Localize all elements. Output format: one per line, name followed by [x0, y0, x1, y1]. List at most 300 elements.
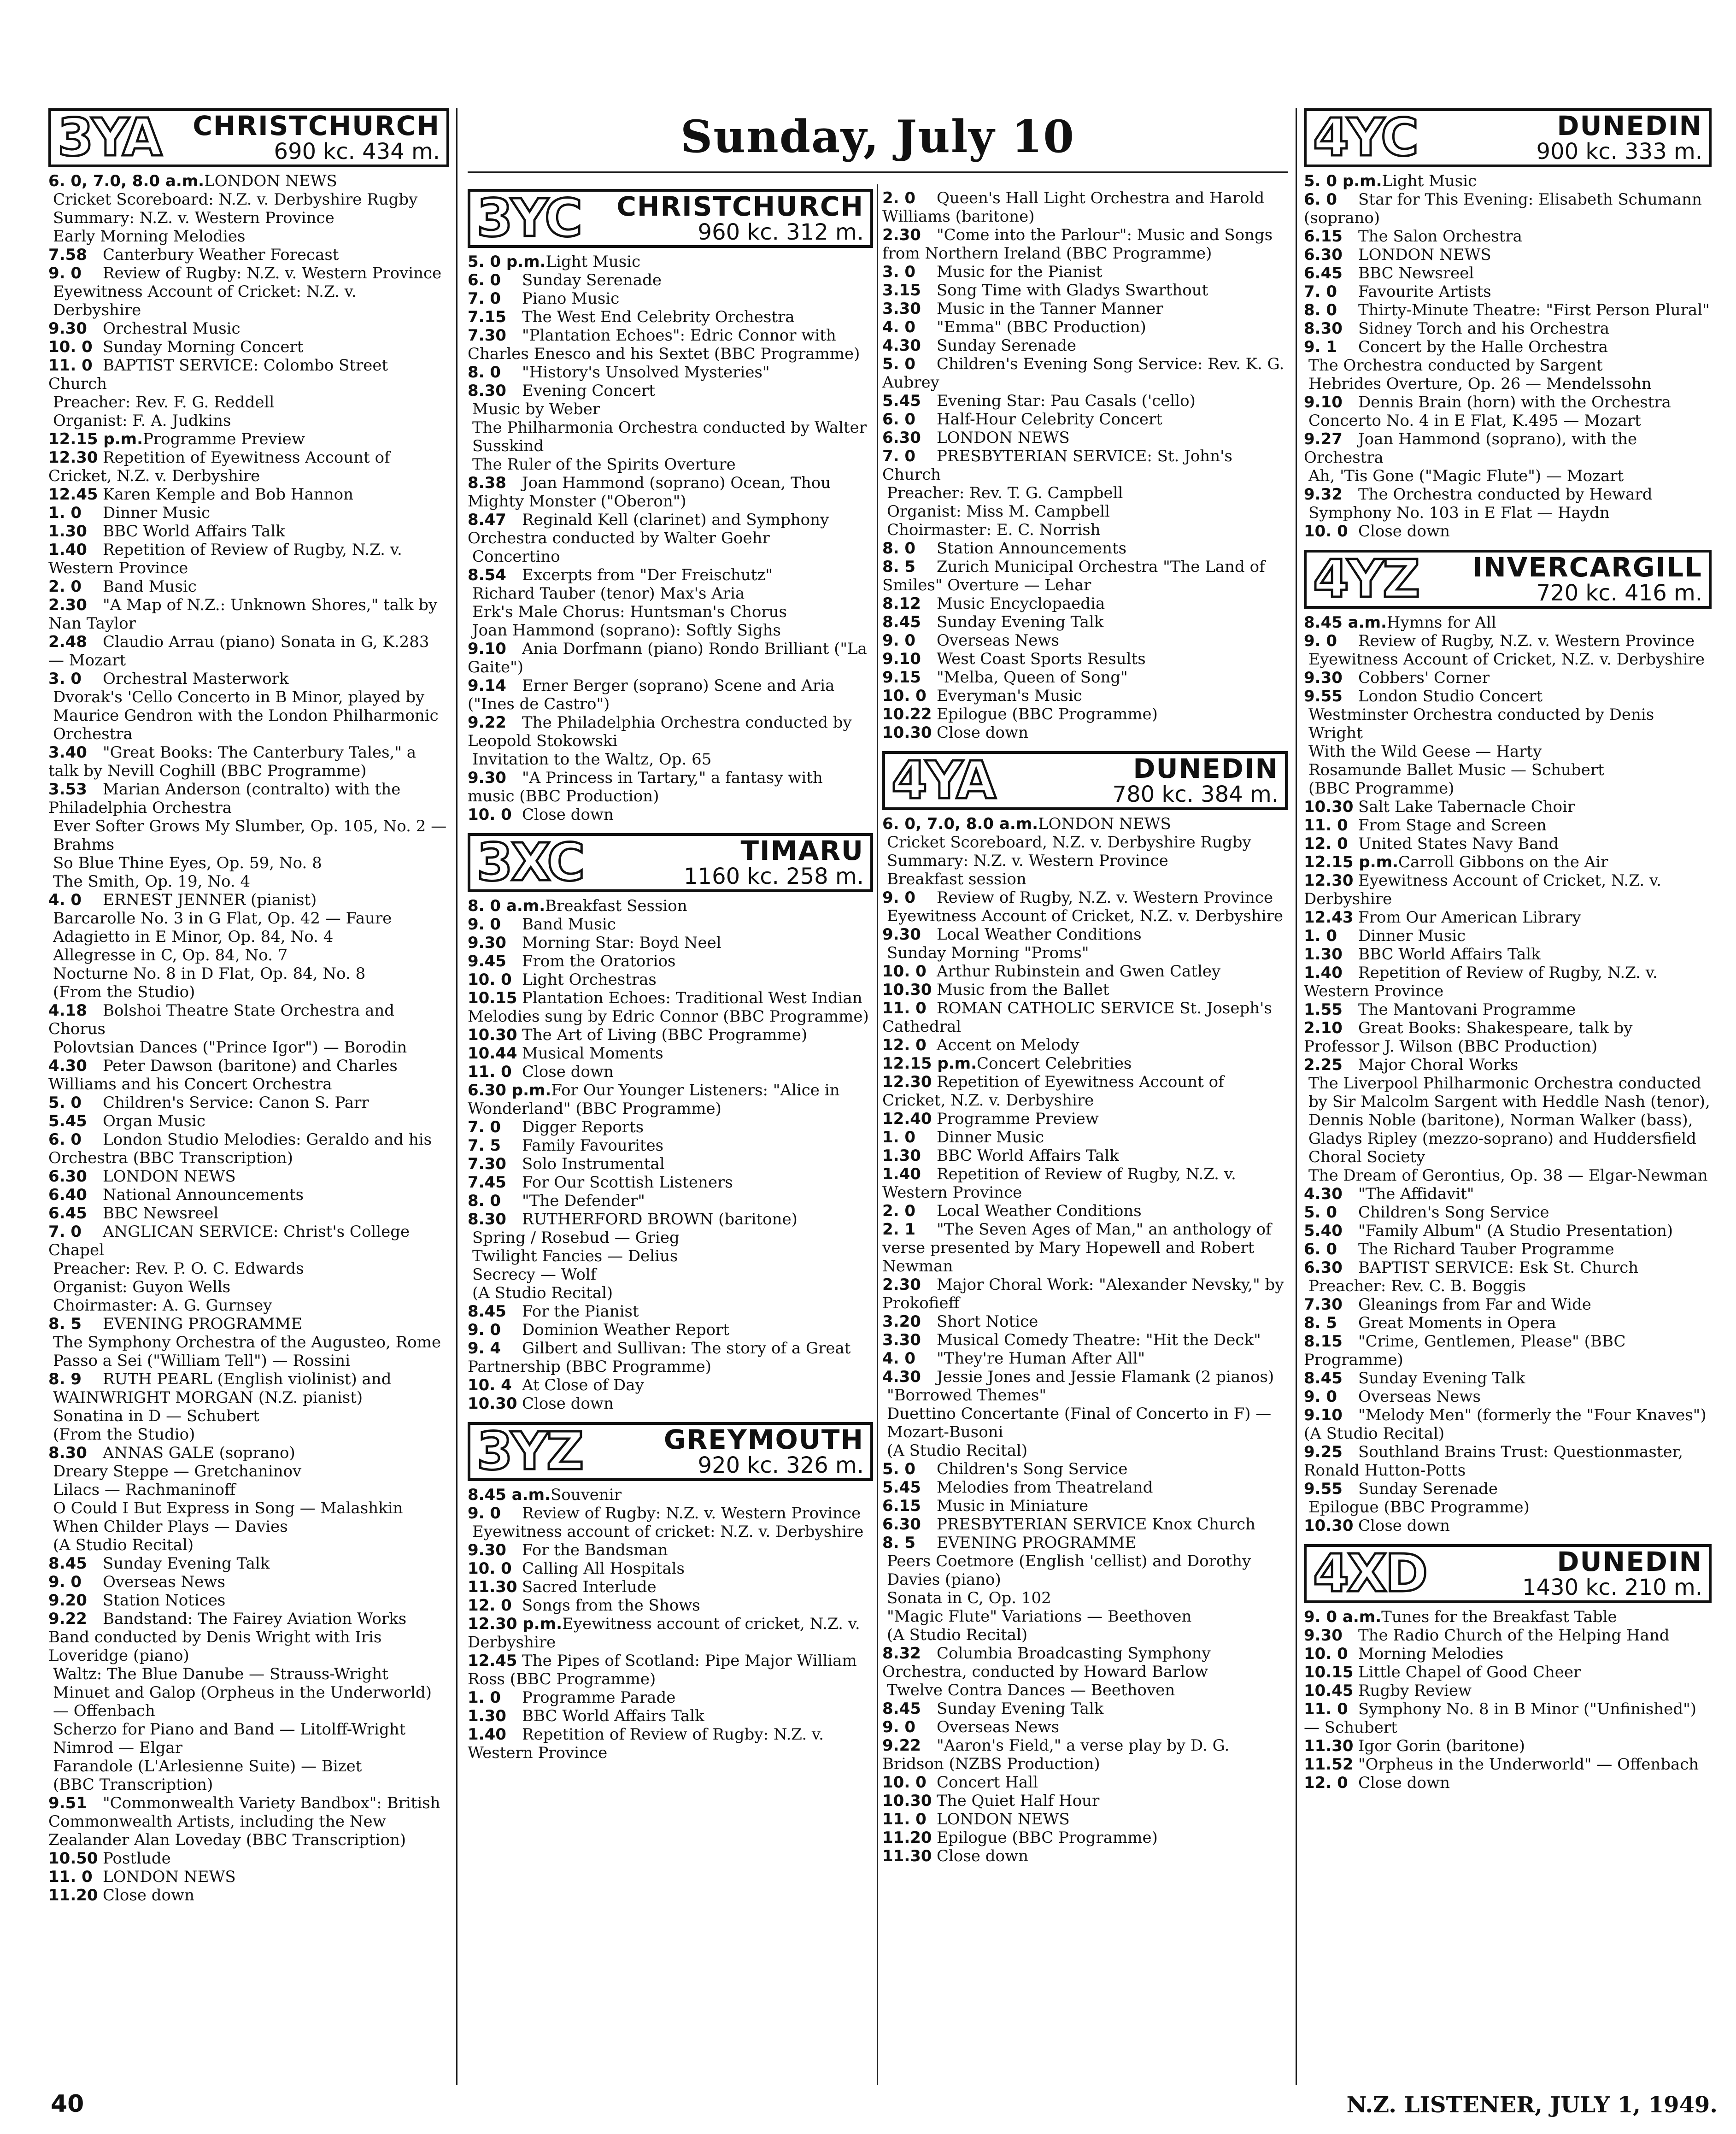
programme-item [1304, 853, 1712, 871]
programme-title: Organist: Guyon Wells [53, 1278, 231, 1296]
programme-time: 7.30 [1304, 1295, 1343, 1314]
programme-item [882, 1146, 1288, 1165]
programme-item [468, 1652, 873, 1688]
programme-item [1304, 1645, 1712, 1663]
programme-item [882, 429, 1288, 447]
programme-time: 11.30 [1304, 1737, 1354, 1755]
programme-title: "Orpheus in the Underworld" — Offenbach [1358, 1755, 1699, 1774]
programme-time: 4. 0 [48, 891, 82, 909]
programme-item [48, 577, 449, 596]
programme-time: 6.30 [48, 1167, 87, 1186]
programme-item [468, 1725, 873, 1762]
programme-title: (BBC Transcription) [53, 1775, 213, 1794]
programme-item [48, 1352, 449, 1370]
programme-title: Children's Evening Song Service: Rev. K. G. Aubrey [882, 355, 1284, 392]
programme-title: PRESBYTERIAN SERVICE Knox Church [937, 1515, 1255, 1534]
programme-item [882, 1828, 1288, 1847]
programme-item [1304, 1626, 1712, 1645]
programme-title: Westminster Orchestra conducted by Denis Wright [1308, 705, 1654, 742]
programme-item [48, 1315, 449, 1333]
programme-title: The West End Celebrity Orchestra [522, 308, 795, 326]
programme-title: Epilogue (BBC Programme) [1308, 1498, 1530, 1517]
programme-time: 6. 0 [1304, 190, 1337, 209]
programme-time: 7. 0 [468, 289, 501, 308]
programme-time: 6.15 [1304, 227, 1343, 246]
programme-title: West Coast Sports Results [937, 650, 1146, 668]
programme-time: 9. 0 [468, 1321, 501, 1339]
programme-item [48, 448, 449, 485]
programme-time: 9.55 [1304, 1480, 1343, 1498]
title-rule [468, 171, 1288, 173]
programme-title: The Pipes of Scotland: Pipe Major William Ross (BBC Programme) [468, 1652, 857, 1688]
programme-title: Twelve Contra Dances — Beethoven [887, 1681, 1175, 1699]
programme-item [468, 1523, 873, 1541]
programme-item [1304, 1387, 1712, 1406]
programme-title: "They're Human After All" [937, 1349, 1145, 1368]
programme-title: Accent on Melody [937, 1036, 1079, 1054]
programme-title: Cricket Scoreboard, N.Z. v. Derbyshire Rugby Summary: N.Z. v. Western Province [887, 833, 1251, 870]
programme-title: Passo a Sei ("William Tell") — Rossini [53, 1352, 351, 1370]
programme-item [48, 872, 449, 891]
programme-time: 1. 0 [468, 1688, 501, 1707]
programme-item [468, 271, 873, 289]
programme-item [468, 1596, 873, 1615]
programme-time: 9.55 [1304, 687, 1343, 705]
programme-time: 9. 0 [468, 1504, 501, 1523]
station-city: DUNEDIN [1133, 753, 1279, 785]
programme-title: (From the Studio) [53, 1425, 195, 1444]
programme-time: 5.45 [882, 392, 921, 410]
programme-title: Choirmaster: A. G. Gurnsey [53, 1296, 272, 1315]
programme-title: Station Notices [103, 1591, 226, 1610]
programme-title: Cobbers' Corner [1358, 669, 1490, 687]
programme-title: Jessie Jones and Jessie Flamank (2 pianos) [937, 1368, 1274, 1386]
programme-time: 11. 0 [882, 999, 927, 1017]
station-header-3yc [468, 189, 873, 248]
programme-title: Eyewitness account of cricket: N.Z. v. Derbyshire [472, 1523, 864, 1541]
programme-time: 7. 0 [468, 1118, 501, 1136]
programme-title: ANGLICAN SERVICE: Christ's College Chapel [48, 1223, 410, 1259]
programme-item [1304, 522, 1712, 541]
programme-title: For the Bandsman [522, 1541, 668, 1559]
programme-title: With the Wild Geese — Harty [1308, 742, 1542, 761]
programme-title: Music Encyclopaedia [937, 594, 1105, 613]
programme-time: 7.15 [468, 308, 506, 326]
programme-time: 9.10 [1304, 393, 1343, 412]
programme-time: 7.45 [468, 1173, 506, 1192]
programme-time: 2. 0 [48, 577, 82, 596]
programme-item [882, 1276, 1288, 1312]
programme-item [1304, 1498, 1712, 1517]
programme-item [1304, 669, 1712, 687]
programme-time: 3. 0 [882, 263, 916, 281]
programme-time: 11.52 [1304, 1755, 1354, 1774]
programme-item [882, 981, 1288, 999]
programme-title: Sidney Torch and his Orchestra [1358, 319, 1610, 338]
programme-title: Musical Comedy Theatre: "Hit the Deck" [937, 1331, 1261, 1349]
programme-time: 1.30 [1304, 945, 1343, 964]
programme-title: Thirty-Minute Theatre: "First Person Plural" [1358, 301, 1710, 319]
station-callsign: 3YA [58, 108, 160, 168]
programme-title: Sunday Evening Talk [937, 1699, 1104, 1718]
programme-item [1304, 1480, 1712, 1498]
programme-item [882, 1792, 1288, 1810]
programme-time: 9. 0 [882, 631, 916, 650]
programme-time: 2. 0 [882, 1202, 916, 1220]
programme-item [48, 1259, 449, 1278]
station-header-4ya [882, 751, 1288, 810]
programme-title: When Childer Plays — Davies [53, 1517, 288, 1536]
programme-title: Solo Instrumental [522, 1155, 665, 1173]
programme-time: 10. 0 [48, 338, 93, 356]
programme-title: Reginald Kell (clarinet) and Symphony Orchestra conducted by Walter Goehr [468, 511, 829, 547]
programme-item [882, 1312, 1288, 1331]
programme-title: (From the Studio) [53, 983, 195, 1001]
programme-item [882, 1331, 1288, 1349]
programme-item [468, 1707, 873, 1725]
programme-title: Repetition of Review of Rugby, N.Z. v. Western Province [48, 541, 402, 577]
programme-time: 5. 0 p.m. [468, 253, 546, 271]
programme-item [1304, 1774, 1712, 1792]
programme-title: ERNEST JENNER (pianist) [103, 891, 317, 909]
programme-time: 6. 0 [468, 271, 501, 289]
programme-title: Orchestral Music [103, 319, 240, 338]
programme-title: Barcarolle No. 3 in G Flat, Op. 42 — Faure [53, 909, 392, 928]
programme-title: The Quiet Half Hour [937, 1792, 1100, 1810]
programme-time: 8.45 [48, 1554, 87, 1573]
programme-item [468, 1578, 873, 1596]
programme-title: Waltz: The Blue Danube — Strauss-Wright [53, 1665, 388, 1683]
programme-time: 1.30 [882, 1146, 921, 1165]
station-frequency: 780 kc. 384 m. [1112, 782, 1279, 808]
programme-item [882, 1073, 1288, 1110]
programme-title: Tunes for the Breakfast Table [1381, 1608, 1617, 1626]
programme-time: 3. 0 [48, 670, 82, 688]
programme-time: 2.10 [1304, 1019, 1343, 1037]
programme-title: Richard Tauber (tenor) Max's Aria [472, 584, 745, 603]
programme-title: Repetition of Review of Rugby, N.Z. v. Western Province [882, 1165, 1236, 1202]
programme-title: Children's Song Service [1358, 1203, 1549, 1222]
programme-title: Programme Preview [937, 1110, 1099, 1128]
programme-time: 9. 1 [1304, 338, 1337, 356]
programme-time: 1.40 [48, 541, 87, 559]
programme-item [48, 1112, 449, 1130]
programme-title: (BBC Programme) [1308, 779, 1454, 798]
programme-time: 12. 0 [1304, 1774, 1348, 1792]
programme-title: Hebrides Overture, Op. 26 — Mendelssohn [1308, 375, 1652, 393]
programme-time: 9. 0 [882, 888, 916, 907]
programme-title: Erner Berger (soprano) Scene and Aria ("Ines de Castro") [468, 676, 835, 713]
programme-time: 9. 0 [1304, 632, 1337, 650]
programme-title: Minuet and Galop (Orpheus in the Underworld) — Offenbach [53, 1683, 432, 1720]
programme-item [48, 1868, 449, 1886]
programme-title: BBC Newsreel [103, 1204, 219, 1223]
programme-item [48, 596, 449, 633]
programme-list-3yz [468, 1486, 873, 1762]
programme-title: BBC World Affairs Talk [1358, 945, 1541, 964]
programme-time: 2.25 [1304, 1056, 1343, 1074]
programme-item [468, 1504, 873, 1523]
programme-item [1304, 1258, 1712, 1277]
programme-item [882, 705, 1288, 723]
programme-time: 1. 0 [1304, 927, 1337, 945]
programme-time: 9.10 [1304, 1406, 1343, 1424]
programme-item [882, 1220, 1288, 1276]
programme-item [468, 640, 873, 676]
programme-time: 12. 0 [1304, 835, 1348, 853]
programme-time: 10. 0 [468, 970, 512, 989]
programme-title: "History's Unsolved Mysteries" [522, 363, 770, 382]
programme-title: Repetition of Eyewitness Account of Cricket, N.Z. v. Derbyshire [882, 1073, 1224, 1110]
programme-item [48, 1665, 449, 1683]
programme-title: Band Music [522, 915, 616, 934]
programme-title: Family Favourites [522, 1136, 664, 1155]
programme-title: Preacher: Rev. T. G. Campbell [887, 484, 1123, 502]
programme-item [1304, 246, 1712, 264]
station-city: TIMARU [740, 835, 864, 867]
programme-title: Salt Lake Tabernacle Choir [1358, 798, 1575, 816]
programme-time: 12.45 [468, 1652, 517, 1670]
station-city: GREYMOUTH [663, 1424, 864, 1456]
programme-item [1304, 613, 1712, 632]
programme-title: "Plantation Echoes": Edric Connor with Charles Enesco and his Sextet (BBC Programme) [468, 326, 860, 363]
programme-time: 6.30 [1304, 246, 1343, 264]
programme-time: 5.45 [48, 1112, 87, 1130]
publication-footer: N.Z. LISTENER, JULY 1, 1949. [1346, 2092, 1718, 2118]
programme-title: Sunday Evening Talk [937, 613, 1104, 631]
programme-item [468, 989, 873, 1026]
programme-item [48, 1130, 449, 1167]
programme-time: 9.30 [468, 769, 506, 787]
programme-time: 10.44 [468, 1044, 517, 1063]
programme-item [1304, 798, 1712, 816]
programme-time: 9.20 [48, 1591, 87, 1610]
programme-time: 10. 0 [882, 1773, 927, 1792]
programme-item [468, 769, 873, 805]
programme-item [1304, 485, 1712, 504]
programme-item [1304, 1700, 1712, 1737]
programme-item [48, 1610, 449, 1665]
programme-item [48, 1573, 449, 1591]
station-header-3xc [468, 833, 873, 892]
programme-title: Claudio Arrau (piano) Sonata in G, K.283 — Mozart [48, 633, 429, 670]
programme-time: 2. 0 [882, 189, 916, 207]
programme-item [1304, 1369, 1712, 1387]
programme-title: Close down [522, 805, 614, 824]
programme-title: "Family Album" (A Studio Presentation) [1358, 1222, 1673, 1240]
programme-title: Symphony No. 8 in B Minor ("Unfinished") — Schubert [1304, 1700, 1696, 1737]
programme-time: 2.30 [48, 596, 87, 614]
programme-title: Evening Concert [522, 382, 655, 400]
programme-item [882, 925, 1288, 944]
programme-time: 8.30 [468, 382, 506, 400]
programme-title: Epilogue (BBC Programme) [937, 705, 1158, 723]
programme-title: Preacher: Rev. P. O. C. Edwards [53, 1259, 304, 1278]
programme-item [48, 1038, 449, 1057]
programme-title: Erk's Male Chorus: Huntsman's Chorus [472, 603, 787, 621]
programme-item [882, 300, 1288, 318]
programme-title: Nocturne No. 8 in D Flat, Op. 84, No. 8 [53, 964, 366, 983]
programme-time: 7.30 [468, 1155, 506, 1173]
programme-title: Gleanings from Far and Wide [1358, 1295, 1591, 1314]
programme-title: Polovtsian Dances ("Prince Igor") — Borodin [53, 1038, 407, 1057]
programme-item [468, 1541, 873, 1559]
programme-item [48, 1775, 449, 1794]
programme-title: Joan Hammond (soprano), with the Orchestra [1304, 430, 1637, 467]
programme-title: Piano Music [522, 289, 620, 308]
programme-title: Station Announcements [937, 539, 1127, 558]
programme-time: 6. 0 [1304, 1240, 1337, 1258]
programme-time: 1.55 [1304, 1000, 1343, 1019]
programme-time: 12. 0 [468, 1596, 512, 1615]
programme-title: Sunday Morning Concert [103, 338, 304, 356]
programme-item [882, 1515, 1288, 1534]
programme-item [468, 1063, 873, 1081]
station-frequency: 720 kc. 416 m. [1536, 580, 1702, 606]
programme-item [882, 281, 1288, 300]
programme-item [1304, 264, 1712, 282]
station-callsign: 3YZ [477, 1422, 582, 1481]
programme-title: For Our Scottish Listeners [522, 1173, 733, 1192]
programme-title: The Symphony Orchestra of the Augusteo, Rome [53, 1333, 441, 1352]
column-2 [468, 189, 873, 2090]
programme-item [882, 687, 1288, 705]
programme-title: BAPTIST SERVICE: Esk St. Church [1358, 1258, 1639, 1277]
programme-item [468, 547, 873, 566]
programme-title: Excerpts from "Der Freischutz" [522, 566, 773, 584]
programme-time: 6.30 [882, 1515, 921, 1534]
programme-item [882, 392, 1288, 410]
programme-title: Organist: Miss M. Campbell [887, 502, 1110, 521]
programme-title: LONDON NEWS [103, 1167, 236, 1186]
programme-title: Close down [1358, 522, 1450, 541]
programme-item [1304, 1443, 1712, 1480]
programme-title: Concertino [472, 547, 560, 566]
station-header-4yc [1304, 108, 1712, 167]
programme-item [48, 743, 449, 780]
programme-item [882, 1202, 1288, 1220]
programme-item [882, 1386, 1288, 1405]
programme-time: 12.45 [48, 485, 98, 504]
programme-list-4yz [1304, 613, 1712, 1535]
programme-item [468, 897, 873, 915]
programme-title: Peers Coetmore (English 'cellist) and Dorothy Davies (piano) [887, 1552, 1251, 1589]
programme-item [468, 1615, 873, 1652]
programme-title: LONDON NEWS [937, 429, 1070, 447]
programme-item [882, 1036, 1288, 1054]
programme-time: 8. 0 [882, 539, 916, 558]
programme-time: 8.45 [882, 613, 921, 631]
programme-item [1304, 705, 1712, 742]
programme-time: 9.15 [882, 668, 921, 687]
programme-title: From the Oratorios [522, 952, 676, 970]
programme-title: Morning Melodies [1358, 1645, 1504, 1663]
station-frequency: 960 kc. 312 m. [698, 219, 864, 246]
programme-item [48, 356, 449, 393]
programme-title: LONDON NEWS [1038, 815, 1171, 833]
programme-item [468, 1210, 873, 1229]
programme-item [48, 412, 449, 430]
programme-item [882, 815, 1288, 833]
programme-time: 5.45 [882, 1478, 921, 1497]
programme-title: Souvenir [550, 1486, 622, 1504]
programme-time: 10.50 [48, 1849, 98, 1868]
programme-item [882, 1441, 1288, 1460]
programme-time: 9. 0 [882, 1718, 916, 1736]
programme-title: Peter Dawson (baritone) and Charles Williams and his Concert Orchestra [48, 1057, 398, 1093]
programme-title: Major Choral Work: "Alexander Nevsky," by Prokofieff [882, 1276, 1284, 1312]
programme-title: Allegresse in C, Op. 84, No. 7 [53, 946, 288, 964]
programme-item [1304, 190, 1712, 227]
programme-time: 8.45 [468, 1302, 506, 1321]
programme-title: Twilight Fancies — Delius [472, 1247, 678, 1265]
programme-title: For Our Younger Listeners: "Alice in Wonderland" (BBC Programme) [468, 1081, 840, 1118]
programme-item [48, 854, 449, 872]
programme-title: Orchestral Masterwork [103, 670, 289, 688]
programme-time: 5. 0 [882, 1460, 916, 1478]
programme-list-3xc [468, 897, 873, 1413]
programme-time: 8. 5 [48, 1315, 82, 1333]
programme-title: "Aaron's Field," a verse play by D. G. Bridson (NZBS Production) [882, 1736, 1230, 1773]
programme-item [882, 1534, 1288, 1552]
programme-item [468, 1302, 873, 1321]
programme-item [48, 1757, 449, 1775]
programme-title: Hymns for All [1386, 613, 1496, 632]
programme-title: Concerto No. 4 in E Flat, K.495 — Mozart [1308, 412, 1641, 430]
programme-time: 8.54 [468, 566, 506, 584]
programme-time: 4.30 [1304, 1185, 1343, 1203]
programme-item [1304, 1074, 1712, 1166]
programme-time: 6. 0, 7.0, 8.0 a.m. [48, 172, 205, 190]
programme-title: PRESBYTERIAN SERVICE: St. John's Church [882, 447, 1232, 484]
programme-time: 10. 0 [882, 962, 927, 981]
programme-title: BAPTIST SERVICE: Colombo Street Church [48, 356, 388, 393]
programme-time: 4.30 [882, 1368, 921, 1386]
programme-time: 12.30 [882, 1073, 932, 1091]
programme-item [882, 1626, 1288, 1644]
programme-title: Close down [1358, 1517, 1450, 1535]
programme-title: London Studio Concert [1358, 687, 1543, 705]
programme-item [48, 983, 449, 1001]
programme-item [468, 805, 873, 824]
programme-item [468, 363, 873, 382]
programme-title: Postlude [103, 1849, 171, 1868]
programme-time: 8. 5 [882, 1534, 916, 1552]
programme-title: Scherzo for Piano and Band — Litolff-Wright [53, 1720, 406, 1739]
programme-title: LONDON NEWS [103, 1868, 236, 1886]
programme-item [468, 326, 873, 363]
programme-item [1304, 301, 1712, 319]
programme-time: 8.30 [468, 1210, 506, 1229]
programme-title: Spring / Rosebud — Grieg [472, 1229, 680, 1247]
programme-item [48, 1093, 449, 1112]
programme-title: Eyewitness account of cricket, N.Z. v. Derbyshire [468, 1615, 860, 1652]
programme-item [468, 455, 873, 474]
programme-item [48, 1683, 449, 1720]
programme-item [1304, 467, 1712, 485]
programme-item [48, 1849, 449, 1868]
programme-title: "A Map of N.Z.: Unknown Shores," talk by Nan Taylor [48, 596, 438, 633]
programme-item [1304, 1737, 1712, 1755]
programme-title: The Radio Church of the Helping Hand [1358, 1626, 1670, 1645]
programme-title: Song Time with Gladys Swarthout [937, 281, 1208, 300]
programme-time: 10. 0 [468, 1559, 512, 1578]
programme-title: "Melody Men" (formerly the "Four Knaves") (A Studio Recital) [1304, 1406, 1707, 1443]
programme-title: Sunday Serenade [1358, 1480, 1498, 1498]
programme-item [48, 964, 449, 983]
programme-time: 8.45 [1304, 1369, 1343, 1387]
programme-item [468, 1155, 873, 1173]
